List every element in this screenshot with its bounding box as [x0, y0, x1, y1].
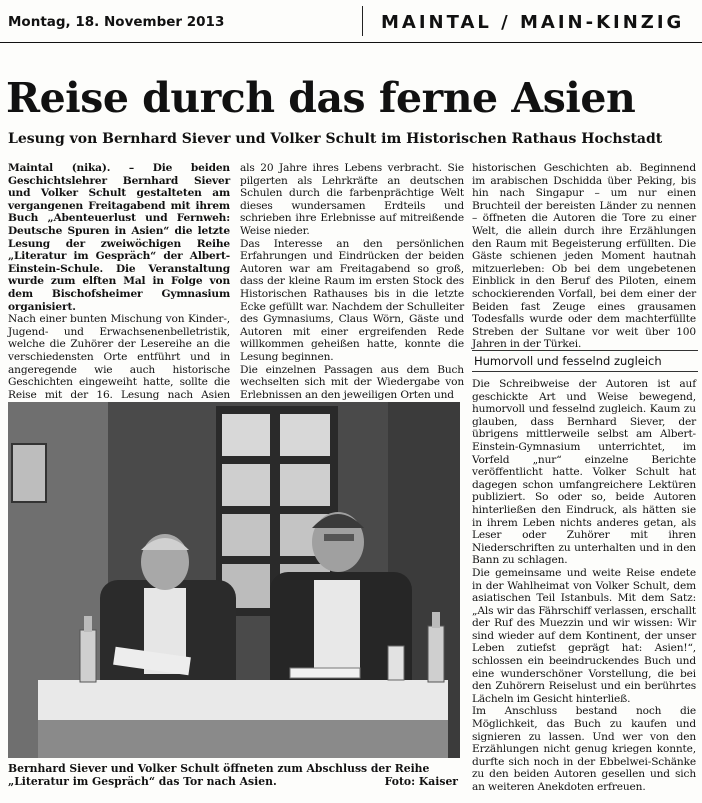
lead-paragraph: Maintal (nika). – Die beiden Geschichtslehrer Bernhard Siever und Volker Schult gestalteten am vergangenen Freitagabend mit ihrem Buch „Abenteuerlust und Fernweh: Deutsche Spuren in Asien“ die letzte Lesung der zweiwöchigen Reihe „Literatur im Gespräch“ der Albert-Einstein-Schule. Die Veranstaltung wurde zum elften Mal in Folge von dem Bischofsheimer Gymnasium organisiert. [8, 162, 230, 313]
photo-credit: Foto: Kaiser [384, 775, 458, 788]
header-date: Montag, 18. November 2013 [8, 14, 225, 30]
header-rule [0, 42, 702, 43]
crosshead: Humorvoll und fesselnd zugleich [472, 350, 698, 372]
caption-text: Bernhard Siever und Volker Schult öffneten zum Abschluss der Reihe „Literatur im Gespräch“ das Tor nach Asien. [8, 762, 430, 788]
col2-paragraph-3: Die einzelnen Passagen aus dem Buch wechselten sich mit der Wiedergabe von Erlebnissen an den jeweiligen Orten und [240, 363, 464, 401]
col3-paragraph-3: Die gemeinsame und weite Reise endete in der Wahlheimat von Volker Schult, dem asiatischen Teil Istanbuls. Mit dem Satz: „Als wir das Fährschiff verlassen, erschallt der Ruf des Muezzin und wir wissen: Wir sind wieder auf dem Kontinent, der unser Leben zutiefst geprägt hat: Asien!“, schlossen ein beeindruckendes Buch und eine wunderschöner Vorstellung, die bei den Zuhörern Reiselust und ein berührtes Lächeln im Gesicht hinterließ. [472, 566, 696, 705]
photo-illustration [8, 402, 460, 758]
article-photo [8, 402, 460, 758]
column-3-top [472, 162, 696, 362]
wall-picture [12, 444, 46, 502]
col2-paragraph-2: Das Interesse an den persönlichen Erfahrungen und Eindrücken der beiden Autoren war am Freitagabend so groß, dass der kleine Raum im ersten Stock des Historischen Rathauses bis in die letzte Ecke gefüllt war. Nachdem der Schulleiter des Gymnasiums, Claus Wörn, Gäste und Autoren mit einer ergreifenden Rede willkommen geheißen hatte, konnte die Lesung beginnen. [240, 237, 464, 363]
column-1 [8, 162, 230, 401]
glass [388, 646, 404, 680]
col3-paragraph-2: Die Schreibweise der Autoren ist auf geschickte Art und Weise bewegend, humorvoll und fesselnd zugleich. Kaum zu glauben, dass Bernhard Siever, der übrigens mittlerweile selbst am Albert-Einstein-Gymnasium unterrichtet, im Vorfeld „nur“ einzelne Berichte veröffentlicht hatte. Volker Schult hat dagegen schon umfangreichere Lektüren publiziert. So oder so, beide Autoren hinterließen den Eindruck, als hätten sie in ihrem Leben nichts anderes getan, als Leser oder Zuhörer mit ihren Niederschriften zu unterhalten und in den Bann zu schlagen. [472, 378, 696, 567]
col3-paragraph-4: Im Anschluss bestand noch die Möglichkeit, das Buch zu kaufen und signieren zu lassen. Und wer von den Erzählungen nicht genug kriegen konnte, durfte sich noch in der Ebbelwei-Schänke zu den beiden Autoren gesellen und sich an weiteren Anekdoten erfreuen. [472, 705, 696, 793]
header-section: MAINTAL / MAIN-KINZIG [362, 6, 702, 36]
table [38, 680, 448, 720]
bottle-left [80, 630, 96, 682]
col1-body: Nach einer bunten Mischung von Kinder-, Jugend- und Erwachsenenbelletristik, welche die Zuhörer der Lesereihe an die verschiedensten Orte entführt und in angeregende wie auch historische Geschichten eingeweiht hatte, sollte die Reise mit der 16. Lesung nach Asien [8, 313, 230, 401]
headline: Reise durch das ferne Asien [6, 74, 636, 122]
column-2 [240, 162, 464, 401]
column-3-bottom [472, 378, 696, 798]
col3-paragraph-1: historischen Geschichten ab. Beginnend im arabischen Dschidda über Peking, bis hin nach Singapur – um nur einen Bruchteil der bereisten Länder zu nennen – öffneten die Autoren die Tore zu einer Welt, die allein durch ihre Erzählungen den Raum mit Begeisterung erfüllten. Die Gäste schienen jeden Moment hautnah mitzuerleben: Ob bei dem ungebetenen Einblick in den Beruf des Piloten, einem schockierenden Vorfall, bei dem einer der Beiden fast Zeuge eines grausamen Todesfalls wurde oder dem machterfüllte Streben der Sultane vor weit über 100 Jahren in der Türkei. [472, 162, 696, 351]
book-on-table [290, 668, 360, 678]
col2-paragraph-1: als 20 Jahre ihres Lebens verbracht. Sie pilgerten als Lehrkräfte an deutschen Schulen durch die farbenprächtige Welt dieses wundersamen Erdteils und schrieben ihre Erlebnisse auf mitreißende Weise nieder. [240, 162, 464, 237]
bottle-right [428, 626, 444, 682]
subheadline: Lesung von Bernhard Siever und Volker Schult im Historischen Rathaus Hochstadt [8, 131, 663, 147]
photo-caption [8, 762, 460, 788]
